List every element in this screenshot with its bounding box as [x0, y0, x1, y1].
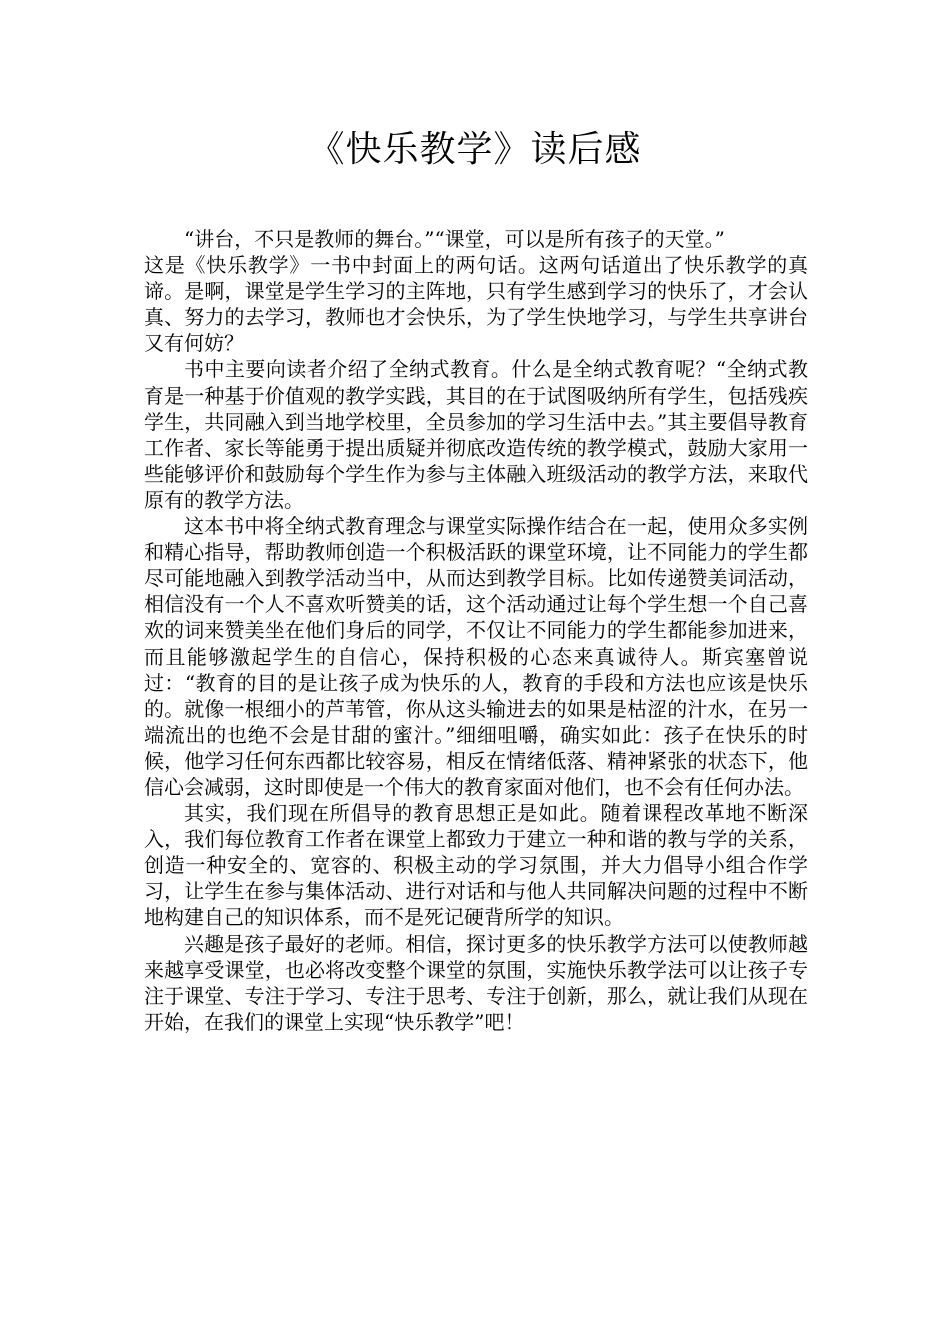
paragraph-4: 这本书中将全纳式教育理念与课堂实际操作结合在一起，使用众多实例和精心指导，帮助教师创造一个积极活跃的课堂环境，让不同能力的学生都尽可能地融入到教学活动当中，从而达到教学目标。比如传递赞美词活动，相信没有一个人不喜欢听赞美的话，这个活动通过让每个学生想一个自己喜欢的词来赞美坐在他们身后的同学，不仅让不同能力的学生都能参加进来，而且能够激起学生的自信心，保持积极的心态来真诚待人。斯宾塞曾说过：“教育的目的是让孩子成为快乐的人，教育的手段和方法也应该是快乐的。就像一根细小的芦苇管，你从这头输进去的如果是枯涩的汁水，在另一端流出的也绝不会是甘甜的蜜汁。”细细咀嚼，确实如此：孩子在快乐的时候，他学习任何东西都比较容易，相反在情绪低落、精神紧张的状态下，他信心会减弱，这时即使是一个伟大的教育家面对他们，也不会有任何办法。	[144, 514, 808, 799]
paragraph-3: 书中主要向读者介绍了全纳式教育。什么是全纳式教育呢？“全纳式教育是一种基于价值观的教学实践，其目的在于试图吸纳所有学生，包括残疾学生，共同融入到当地学校里，全员参加的学习生活中去。”其主要倡导教育工作者、家长等能勇于提出质疑并彻底改造传统的教学模式，鼓励大家用一些能够评价和鼓励每个学生作为参与主体融入班级活动的教学方法，来取代原有的教学方法。	[144, 357, 808, 512]
paragraph-1: “讲台，不只是教师的舞台。”“课堂，可以是所有孩子的天堂。”	[184, 227, 725, 251]
paragraph-6: 兴趣是孩子最好的老师。相信，探讨更多的快乐教学方法可以使教师越来越享受课堂，也必将改变整个课堂的氛围，实施快乐教学法可以让孩子专注于课堂、专注于学习、专注于思考、专注于创新，那么，就让我们从现在开始，在我们的课堂上实现“快乐教学”吧！	[144, 931, 808, 1034]
paragraph-2: 这是《快乐教学》一书中封面上的两句话。这两句话道出了快乐教学的真谛。是啊，课堂是学生学习的主阵地，只有学生感到学习的快乐了，才会认真、努力的去学习，教师也才会快乐，为了学生快地学习，与学生共享讲台又有何妨？	[144, 253, 808, 356]
document-body	[144, 226, 808, 1035]
paragraph-5: 其实，我们现在所倡导的教育思想正是如此。随着课程改革地不断深入，我们每位教育工作者在课堂上都致力于建立一种和谐的教与学的关系，创造一种安全的、宽容的、积极主动的学习氛围，并大力倡导小组合作学习，让学生在参与集体活动、进行对话和与他人共同解决问题的过程中不断地构建自己的知识体系，而不是死记硬背所学的知识。	[144, 801, 808, 930]
document-title: 《快乐教学》读后感	[308, 129, 642, 170]
